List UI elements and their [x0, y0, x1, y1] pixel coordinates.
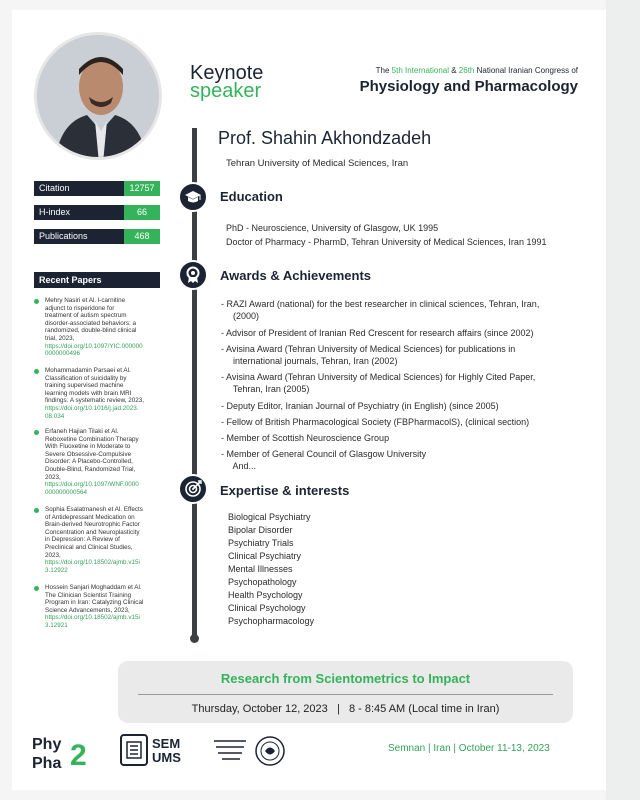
- expertise-item: Psychopathology: [228, 577, 297, 587]
- congress-subtitle: [338, 66, 578, 75]
- congress-pre: The: [375, 66, 392, 75]
- keynote-speaker-label: [190, 64, 263, 100]
- paper-item: [34, 367, 166, 420]
- paper-citation: Mohammadamin Parsaei et Al. Classification of suicidality by training supervised machine learning models with brain MRI findings: A systematic review, 2023,: [45, 367, 145, 405]
- award-line: - Avisina Award (Tehran University of Medical Sciences) for Highly Cited Paper,: [221, 372, 536, 382]
- stat-value: 468: [124, 229, 160, 244]
- bullet-dot: [34, 369, 39, 374]
- award-line: And...: [228, 461, 257, 471]
- right-margin-bar: [606, 0, 640, 800]
- paper-doi-link[interactable]: https://doi.org/10.1097/WNF.0000 000000000564: [45, 481, 139, 496]
- award-line: - Avisina Award (Tehran University of Medical Sciences) for publications in: [221, 344, 516, 354]
- stat-publications: [34, 229, 160, 244]
- congress-mid: &: [449, 66, 459, 75]
- session-datetime: Thursday, October 12, 2023 | 8 - 8:45 AM (Local time in Iran): [191, 703, 500, 715]
- paper-item: [34, 506, 166, 574]
- bullet-dot: [34, 508, 39, 513]
- bullet-dot: [34, 430, 39, 435]
- paper-doi-link[interactable]: https://doi.org/10.18502/ajmb.v15i 3.12921: [45, 614, 140, 629]
- recent-papers-heading: Recent Papers: [34, 272, 160, 288]
- logo-phy-text: Phy: [32, 736, 62, 753]
- award-line: - Fellow of British Pharmacological Society (FBPharmacolS), (clinical section): [221, 417, 530, 427]
- stat-h-index: [34, 205, 160, 220]
- speaker-affiliation: Tehran University of Medical Sciences, Iran: [226, 158, 409, 169]
- speaker-photo: [34, 32, 162, 160]
- congress-header: [338, 66, 578, 95]
- paper-citation: Sophia Esalatmanesh et Al. Effects of Antidepressant Medication on Brain-derived Neurotrophic Factor Concentration and Neuroplasticity in Depression: A Review of Preclinical and Clinical Studies, 2023,: [45, 506, 143, 559]
- keynote-line2: speaker: [190, 80, 262, 102]
- expertise-item: Bipolar Disorder: [228, 525, 293, 535]
- paper-item: [34, 584, 166, 630]
- event-location-dates: Semnan | Iran | October 11-13, 2023: [388, 743, 550, 754]
- stat-label: Publications: [34, 229, 124, 244]
- expertise-item: Clinical Psychology: [228, 603, 306, 613]
- graduation-cap-icon: [178, 182, 208, 212]
- stat-label: H-index: [34, 205, 124, 220]
- stat-label: Citation: [34, 181, 124, 196]
- timeline-end-dot: [190, 634, 199, 643]
- congress-title: Physiology and Pharmacology: [359, 78, 578, 95]
- paper-citation: Hossein Sanjari Moghaddam et Al. The Clinician Scientist Training Program in Iran: Catalyzing Clinical Science Advancements, 2023,: [45, 584, 144, 614]
- semums-logo: [120, 734, 202, 768]
- target-icon: [178, 474, 208, 504]
- award-ribbon-icon: [178, 260, 208, 290]
- congress-highlight-national: 26th: [458, 66, 475, 75]
- expertise-item: Mental Illnesses: [228, 564, 293, 574]
- expertise-item: Psychiatry Trials: [228, 538, 294, 548]
- expertise-title: Expertise & interests: [220, 483, 350, 498]
- congress-highlight-international: 5th International: [391, 66, 450, 75]
- paper-citation: Erfaneh Hajian Tilaki et Al. Reboxetine Combination Therapy With Fluoxetine in Moderate to Severe Obsessive-Compulsive Disorder: A Placebo-Controlled, Double-Blind, Randomized Trial, 2023,: [45, 428, 139, 481]
- physiology-society-seal-logo: [210, 735, 290, 767]
- stat-value: 66: [124, 205, 160, 220]
- education-item: Doctor of Pharmacy - PharmD, Tehran University of Medical Sciences, Iran 1991: [226, 237, 547, 247]
- award-line: - Deputy Editor, Iranian Journal of Psychiatry (in English) (since 2005): [221, 401, 499, 411]
- bullet-dot: [34, 299, 39, 304]
- logo-pha-text: Pha: [32, 755, 62, 772]
- stat-citation: [34, 181, 160, 196]
- award-line: - Member of General Council of Glasgow University: [221, 449, 427, 459]
- education-title: Education: [220, 189, 283, 204]
- paper-doi-link[interactable]: https://doi.org/10.1016/j.jad.2023. 08.034: [45, 404, 139, 420]
- award-line: Tehran, Iran (2005): [228, 384, 310, 394]
- paper-item: [34, 297, 166, 358]
- award-line: - Advisor of President of Iranian Red Crescent for research affairs (since 2002): [221, 328, 534, 338]
- expertise-item: Health Psychology: [228, 590, 303, 600]
- award-line: - RAZI Award (national) for the best researcher in clinical sciences, Tehran, Iran,: [221, 299, 540, 309]
- expertise-item: Biological Psychiatry: [228, 512, 311, 522]
- stat-value: 12757: [124, 181, 160, 196]
- paper-doi-link[interactable]: https://doi.org/10.1097/YIC.000000 0000000496: [45, 342, 143, 358]
- award-line: international journals, Tehran, Iran (2002): [228, 356, 398, 366]
- paper-item: [34, 428, 166, 496]
- award-line: - Member of Scottish Neuroscience Group: [221, 433, 390, 443]
- banner-divider: [138, 694, 553, 695]
- logo-sem-text: SEM: [152, 736, 181, 751]
- session-banner: [118, 661, 573, 723]
- bullet-dot: [34, 586, 39, 591]
- phypha-logo: [32, 732, 106, 772]
- expertise-item: Clinical Psychiatry: [228, 551, 302, 561]
- paper-citation: Mehry Nasiri et Al. l-carnitine adjunct to risperidone for treatment of autism spectrum disorder-associated behaviors: a randomized, double-blind clinical trial, 2023,: [45, 297, 137, 342]
- award-line: (2000): [228, 311, 260, 321]
- paper-doi-link[interactable]: https://doi.org/10.18502/ajmb.v15i 3.12922: [45, 559, 140, 574]
- expertise-item: Psychopharmacology: [228, 616, 315, 626]
- speaker-name: Prof. Shahin Akhondzadeh: [218, 128, 432, 148]
- education-item: PhD - Neuroscience, University of Glasgow, UK 1995: [226, 223, 439, 233]
- session-title: Research from Scientometrics to Impact: [220, 671, 471, 686]
- logo-ums-text: UMS: [152, 750, 181, 765]
- congress-post: National Iranian Congress of: [474, 66, 578, 75]
- logo-number: 2: [70, 739, 87, 772]
- awards-title: Awards & Achievements: [220, 268, 372, 283]
- keynote-line1: Keynote: [190, 62, 264, 84]
